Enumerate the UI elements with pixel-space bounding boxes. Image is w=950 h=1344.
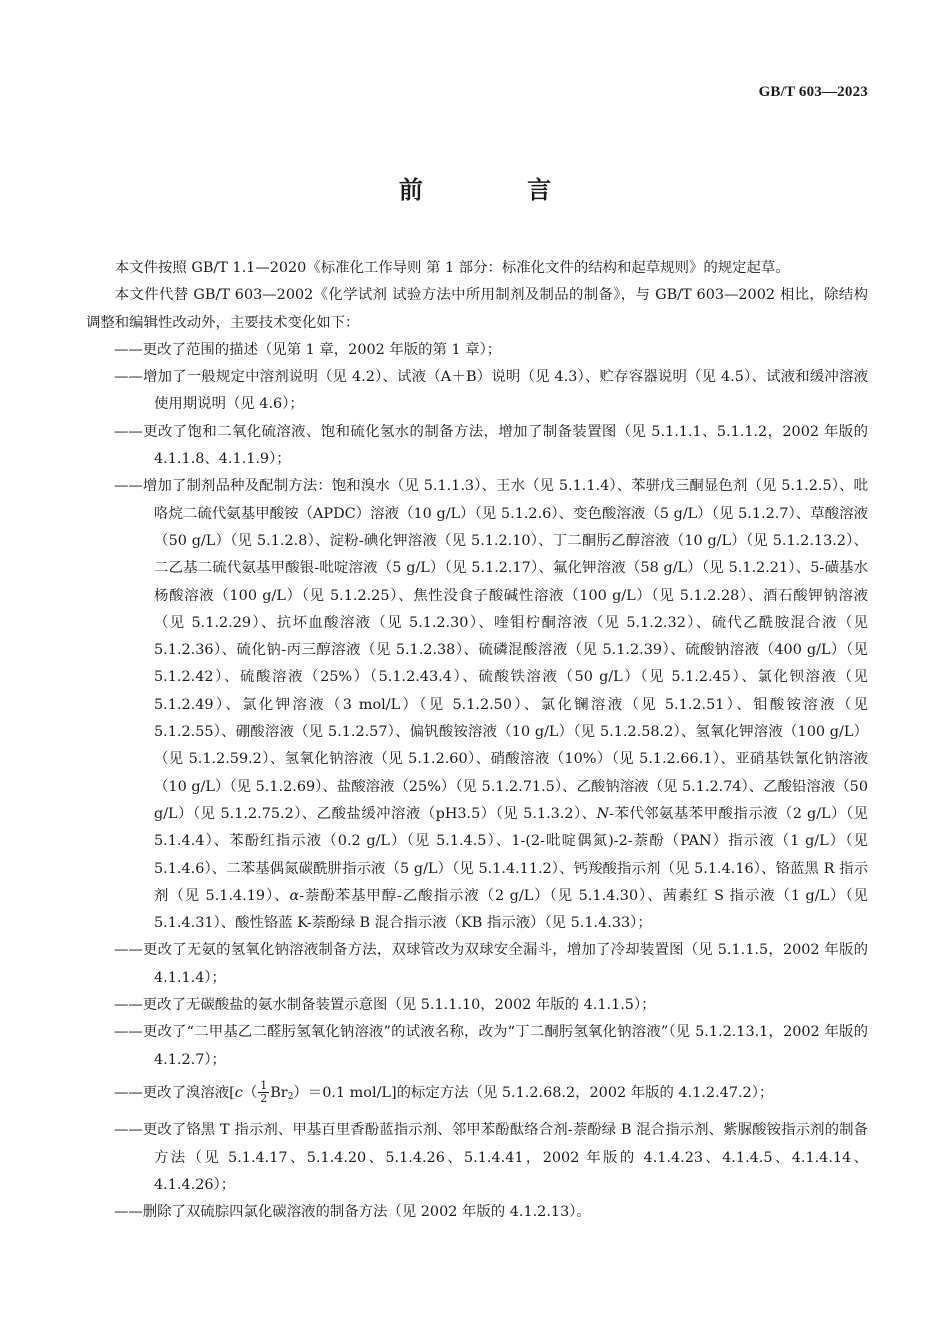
change-item-general-rules: ——增加了一般规定中溶剂说明（见 4.2）、试液（A＋B）说明（见 4.3）、贮存容器说明（见 4.5）、试液和缓冲溶液使用期说明（见 4.6）； — [114, 369, 868, 413]
c-symbol: c — [234, 1084, 243, 1101]
bromine-formula: Br — [270, 1084, 288, 1101]
fraction-denominator: 2 — [260, 1092, 268, 1106]
page-title: 前 言 — [398, 175, 600, 204]
new-reagents-text-2: -苯代邻氨基苯甲酸指示液（2 g/L）（见 5.1.4.4）、苯酚红指示液（0.2 g/L）（见 5.1.4.5）、1-(2-吡啶偶氮)-2-萘酚（PAN）指示液（1 g/L）（见 5.1.4.6）、二苯基偶氮碳酰肼指示液（5 g/L）（见 5.1.4.11.2）、钙羧酸指示剂（见 5.1.4.16）、铬蓝黑 R 指示剂（见 5.1.4.19）、 — [154, 805, 868, 904]
change-item-indicators: ——更改了铬黑 T 指示剂、甲基百里香酚蓝指示剂、邻甲苯酚酞络合剂-萘酚绿 B 混合指示剂、紫脲酸铵指示剂的制备方法（见 5.1.4.17、5.1.4.20、5.1.4.26、5.1.4.41，2002 年版的 4.1.4.23、4.1.4.5、4.1.4.14、4.1.4.26）； — [114, 1122, 868, 1193]
fraction-one-half — [258, 1080, 269, 1105]
paragraph-replacement: 本文件代替 GB/T 603—2002《化学试剂 试验方法中所用制剂及制品的制备》，与 GB/T 603—2002 相比，除结构调整和编辑性改动外，主要技术变化如下： — [86, 287, 868, 331]
bromine-text-after: ）＝0.1 mol/L]的标定方法（见 5.1.2.68.2，2002 年版的 4.1.2.47.2）； — [293, 1084, 774, 1101]
change-item-ammonia-carbonate-free: ——更改了无碳酸盐的氨水制备装置示意图（见 5.1.1.10，2002 年版的 4.1.1.5）； — [114, 997, 656, 1014]
change-item-deleted-dithizone: ——删除了双硫腙四氯化碳溶液的制备方法（见 2002 年版的 4.1.2.13）。 — [114, 1204, 591, 1221]
paragraph-drafting-basis: 本文件按照 GB/T 1.1—2020《标准化工作导则 第 1 部分：标准化文件的结构和起草规则》的规定起草。 — [114, 260, 790, 276]
new-reagents-text-3: -萘酚苯基甲醇-乙酸指示液（2 g/L）（见 5.1.4.30）、茜素红 S 指示液（1 g/L）（见 5.1.4.31）、酸性铬蓝 K-萘酚绿 B 混合指示液（KB 指示液）（见 5.1.4.33）； — [154, 887, 868, 932]
change-item-naoh-ammonia-free: ——更改了无氨的氢氧化钠溶液制备方法，双球管改为双球安全漏斗，增加了冷却装置图（见 5.1.1.5，2002 年版的 4.1.1.4）； — [114, 942, 868, 986]
document-code: GB/T 603—2023 — [758, 84, 868, 100]
change-item-bromine-solution — [86, 1080, 868, 1111]
bromine-text-before: ——更改了溴溶液[ — [114, 1084, 235, 1101]
change-item-new-reagents — [86, 473, 868, 937]
change-item-dimethylglyoxime: ——更改了“二甲基乙二醛肟氢氧化钠溶液”的试液名称，改为“丁二酮肟氢氧化钠溶液”（见 5.1.2.13.1，2002 年版的 4.1.2.7）； — [114, 1024, 868, 1068]
new-reagents-text: ——增加了制剂品种及配制方法：饱和溴水（见 5.1.1.3）、王水（见 5.1.1.4）、苯骈戊三酮显色剂（见 5.1.2.5）、吡咯烷二硫代氨基甲酸铵（APDC）溶液（10 g/L）（见 5.1.2.6）、变色酸溶液（5 g/L）（见 5.1.2.7）、草酸溶液（50 g/L）（见 5.1.2.8）、淀粉-碘化钾溶液（见 5.1.2.10）、丁二酮肟乙醇溶液（10 g/L）（见 5.1.2.13.2）、二乙基二硫代氨基甲酸银-吡啶溶液（5 g/L）（见 5.1.2.17）、氟化钾溶液（58 g/L）（见 5.1.2.21）、5-磺基水杨酸溶液（100 g/L）（见 5.1.2.25）、焦性没食子酸碱性溶液（100 g/L）（见 5.1.2.28）、酒石酸钾钠溶液（见 5.1.2.29）、抗坏血酸溶液（见 5.1.2.30）、喹钼柠酮溶液（见 5.1.2.32）、硫代乙酰胺混合液（见 5.1.2.36）、硫化钠-丙三醇溶液（见 5.1.2.38）、硫磷混酸溶液（见 5.1.2.39）、硫酸钠溶液（400 g/L）（见 5.1.2.42）、硫酸溶液（25%）（5.1.2.43.4）、硫酸铁溶液（50 g/L）（见 5.1.2.45）、氯化钡溶液（见 5.1.2.49）、氯化钾溶液（3 mol/L）（见 5.1.2.50）、氯化镧溶液（见 5.1.2.51）、钼酸铵溶液（见 5.1.2.55）、硼酸溶液（见 5.1.2.57）、偏钒酸铵溶液（10 g/L）（见 5.1.2.58.2）、氢氧化钾溶液（100 g/L）（见 5.1.2.59.2）、氢氧化钠溶液（见 5.1.2.60）、硝酸溶液（10%）（见 5.1.2.66.1）、亚硝基铁氰化钠溶液（10 g/L）（见 5.1.2.69）、盐酸溶液（25%）（见 5.1.2.71.5）、乙酸钠溶液（见 5.1.2.74）、乙酸铅溶液（50 g/L）（见 5.1.2.75.2）、乙酸盐缓冲溶液（pH3.5）（见 5.1.3.2）、 — [114, 478, 868, 822]
paren-open: （ — [242, 1084, 258, 1101]
bromine-subscript: 2 — [287, 1091, 294, 1102]
fraction-numerator: 1 — [260, 1079, 268, 1093]
change-item-scope: ——更改了范围的描述（见第 1 章，2002 年版的第 1 章）； — [114, 341, 502, 358]
document-body — [86, 255, 868, 1226]
change-item-so2-h2s: ——更改了饱和二氧化硫溶液、饱和硫化氢水的制备方法，增加了制备装置图（见 5.1.1.1、5.1.1.2，2002 年版的 4.1.1.8、4.1.1.9）； — [114, 423, 868, 468]
alpha-letter: α — [289, 887, 300, 904]
n-letter: N — [596, 805, 610, 822]
